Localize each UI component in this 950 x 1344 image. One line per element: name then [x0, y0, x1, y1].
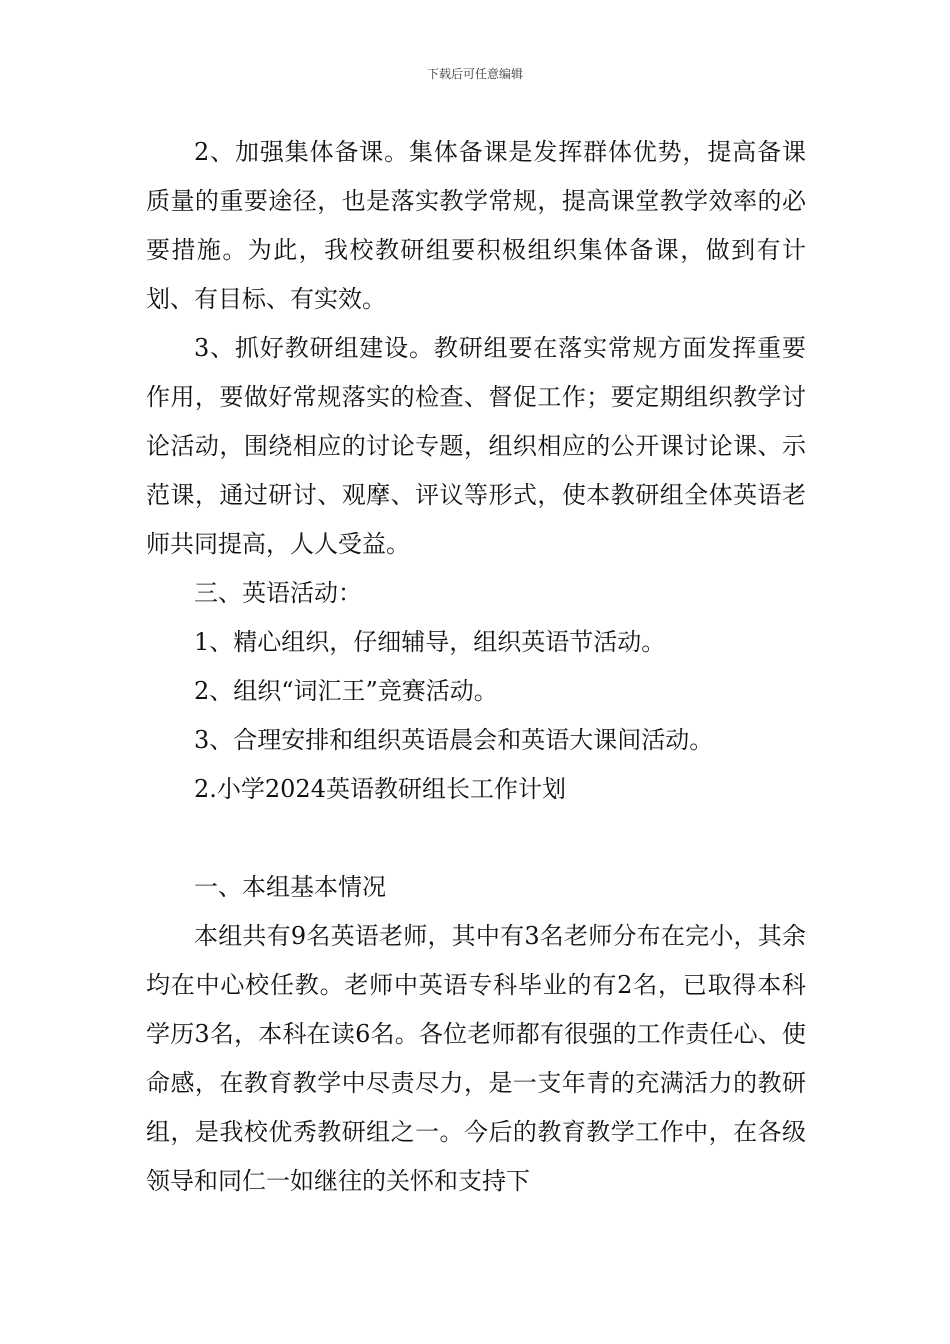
- list-item-english-festival: 1、精心组织，仔细辅导，组织英语节活动。: [194, 628, 666, 656]
- paragraph-teaching-group-building: 3、抓好教研组建设。教研组要在落实常规方面发挥重要作用，要做好常规落实的检查、督促工作；要定期组织教学讨论活动，围绕相应的讨论专题，组织相应的公开课讨论课、示范课，通过研讨、观摩、评议等形式，使本教研组全体英语老师共同提高，人人受益。: [146, 334, 806, 558]
- blank-line: [146, 814, 806, 863]
- document-section-title: 2.小学2024英语教研组长工作计划: [194, 775, 566, 803]
- paragraph-group-overview: 本组共有9名英语老师，其中有3名老师分布在完小，其余均在中心校任教。老师中英语专科毕业的有2名，已取得本科学历3名，本科在读6名。各位老师都有很强的工作责任心、使命感，在教育教学中尽责尽力，是一支年青的充满活力的教研组，是我校优秀教研组之一。今后的教育教学工作中，在各级领导和同仁一如继往的关怀和支持下: [146, 922, 806, 1195]
- document-body: [146, 128, 806, 1206]
- section-heading-group-overview: 一、本组基本情况: [194, 873, 386, 901]
- page-header: 下载后可任意编辑: [426, 67, 523, 81]
- list-item-morning-activities: 3、合理安排和组织英语晨会和英语大课间活动。: [194, 726, 714, 754]
- list-item-vocabulary-contest: 2、组织“词汇王”竞赛活动。: [194, 677, 498, 705]
- paragraph-collective-lesson-prep: 2、加强集体备课。集体备课是发挥群体优势，提高备课质量的重要途径，也是落实教学常规，提高课堂教学效率的必要措施。为此，我校教研组要积极组织集体备课，做到有计划、有目标、有实效。: [146, 138, 806, 313]
- section-heading-english-activities: 三、英语活动：: [194, 579, 362, 607]
